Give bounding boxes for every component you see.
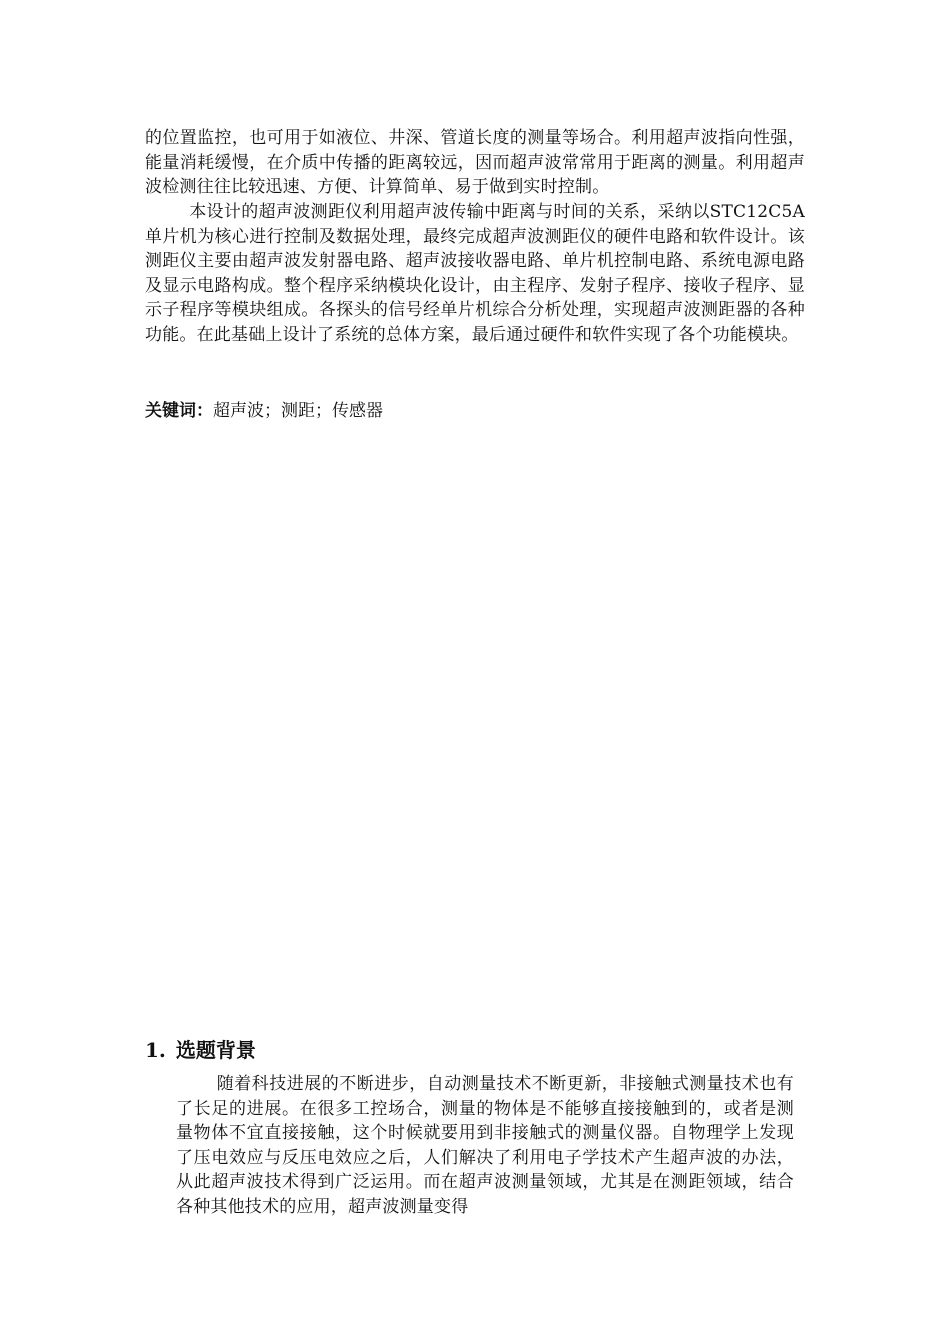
section-heading <box>145 1036 256 1064</box>
keywords-line <box>145 399 383 423</box>
abstract-continuation-text: 的位置监控，也可用于如液位、井深、管道长度的测量等场合。利用超声波指向性强，能量消耗缓慢，在介质中传播的距离较远，因而超声波常常用于距离的测量。利用超声波检测往往比较迅速、方便、计算简单、易于做到实时控制。 <box>145 128 805 197</box>
abstract-paragraph-text: 本设计的超声波测距仪利用超声波传输中距离与时间的关系，采纳以STC12C5A单片机为核心进行控制及数据处理，最终完成超声波测距仪的硬件电路和软件设计。该测距仪主要由超声波发射器电路、超声波接收器电路、单片机控制电路、系统电源电路及显示电路构成。整个程序采纳模块化设计，由主程序、发射子程序、接收子程序、显示子程序等模块组成。各探头的信号经单片机综合分析处理，实现超声波测距器的各种功能。在此基础上设计了系统的总体方案，最后通过硬件和软件实现了各个功能模块。 <box>145 202 805 345</box>
keywords-value: 超声波；测距；传感器 <box>213 401 383 421</box>
section-title: 选题背景 <box>175 1038 256 1062</box>
section-body <box>176 1072 794 1219</box>
keywords-label: 关键词： <box>145 401 213 421</box>
section-number: 1. <box>145 1038 166 1062</box>
abstract-paragraph <box>145 200 805 347</box>
abstract-continuation <box>145 126 805 200</box>
section-paragraph-text: 随着科技进展的不断进步，自动测量技术不断更新，非接触式测量技术也有了长足的进展。在很多工控场合，测量的物体是不能够直接接触到的，或者是测量物体不宜直接接触，这个时候就要用到非接触式的测量仪器。自物理学上发现了压电效应与反压电效应之后，人们解决了利用电子学技术产生超声波的办法，从此超声波技术得到广泛运用。而在超声波测量领域，尤其是在测距领域，结合各种其他技术的应用，超声波测量变得 <box>176 1074 794 1217</box>
